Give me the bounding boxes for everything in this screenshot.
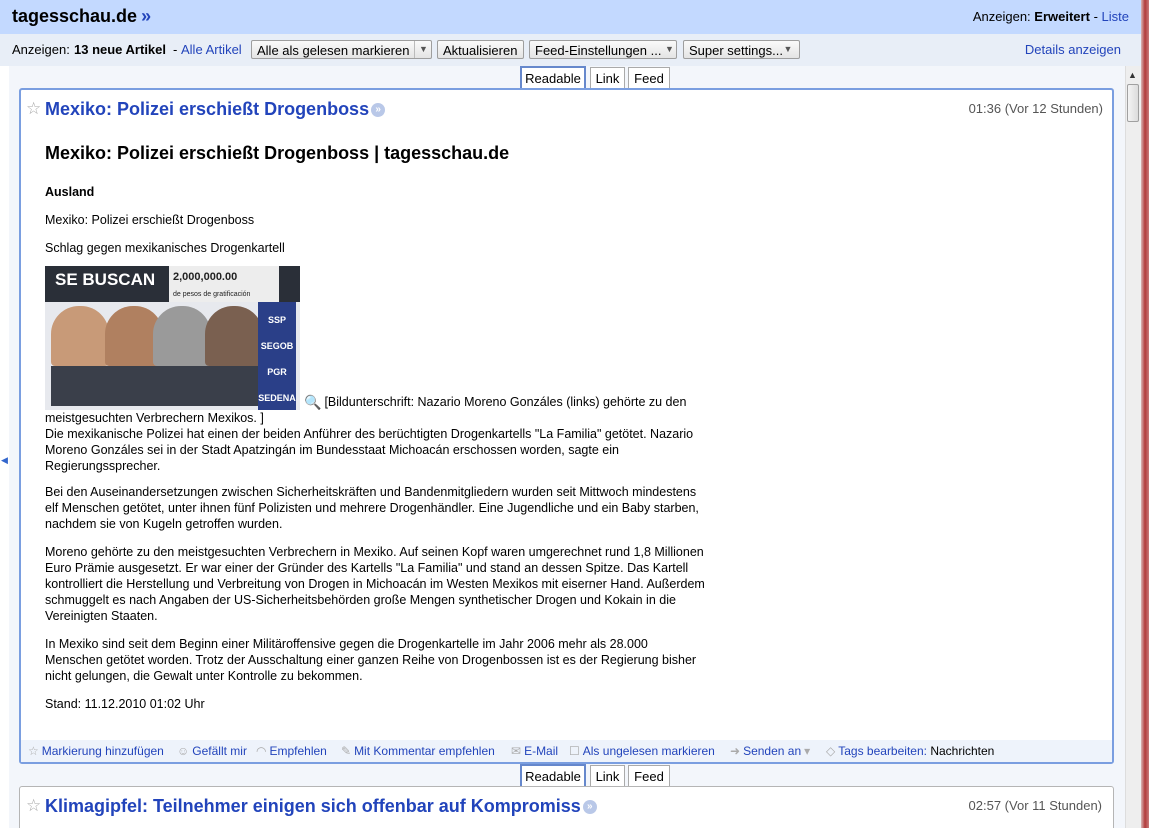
view-list-link[interactable]: Liste bbox=[1101, 9, 1129, 24]
view-expanded: Erweitert bbox=[1034, 9, 1090, 24]
view-mode-label: Anzeigen: bbox=[972, 9, 1031, 24]
super-settings-label: Super settings... bbox=[689, 43, 783, 58]
poster-agency: PGR bbox=[267, 367, 287, 377]
poster-amount-sub: de pesos de gratificación bbox=[173, 291, 251, 298]
poster-title: SE BUSCAN bbox=[55, 270, 156, 289]
super-settings-button[interactable] bbox=[683, 40, 800, 59]
poster-agencies bbox=[258, 302, 296, 410]
entry-timestamp: 02:57 (Vor 11 Stunden) bbox=[968, 798, 1102, 813]
keep-unread-action[interactable] bbox=[569, 744, 715, 758]
scrollbar[interactable] bbox=[1125, 66, 1141, 828]
poster-face bbox=[51, 306, 109, 366]
refresh-button[interactable] bbox=[437, 40, 524, 59]
entry-title[interactable] bbox=[45, 796, 597, 817]
magnifier-icon[interactable]: 🔍 bbox=[304, 394, 322, 410]
article-paragraph: Die mexikanische Polizei hat einen der beiden Anführer des berüchtigten Drogenkartells "La Familia" getötet. Nazario Moreno Gonzáles sei in der Stadt Apatzingán im Bundesstaat Michoacán erschossen worden, sagte ein Regierungssprecher. bbox=[45, 427, 694, 473]
tab-feed[interactable]: Feed bbox=[628, 67, 670, 88]
article-date: Stand: 11.12.2010 01:02 Uhr bbox=[45, 697, 205, 711]
scroll-thumb[interactable] bbox=[1127, 84, 1139, 122]
article-paragraph: In Mexiko sind seit dem Beginn einer Militäroffensive gegen die Drogenkartelle im Jahr 2006 mehr als 28.000 Menschen getötet worden. Trotz der Ausschaltung einer ganzen Reihe von Drogenbossen ist es der Regierung bisher nicht gelungen, die Gewalt unter Kontrolle zu bekommen. bbox=[45, 637, 697, 683]
poster-caption bbox=[205, 366, 263, 406]
email-action[interactable] bbox=[511, 744, 558, 758]
article-paragraph: Bei den Auseinandersetzungen zwischen Sicherheitskräften und Bandenmitgliedern wurden seit Mittwoch mindestens elf Menschen getötet, unter ihnen fünf Polizisten und mehrere Drogenhändler. Eine Jugendliche und ein Baby starben, nachdem sie von Kugeln getroffen wurden. bbox=[45, 485, 699, 531]
show-details-link[interactable]: Details anzeigen bbox=[1024, 42, 1121, 57]
entry-actions bbox=[21, 740, 1112, 762]
tab-readable[interactable]: Readable bbox=[520, 764, 586, 787]
go-arrow-icon[interactable]: » bbox=[371, 103, 385, 117]
all-items-link[interactable]: Alle Artikel bbox=[181, 42, 242, 57]
article-section: Ausland bbox=[45, 185, 95, 199]
collapse-nav-arrow-icon[interactable]: ◀ bbox=[1, 455, 8, 465]
article-body bbox=[45, 142, 705, 724]
email-icon: ✉ bbox=[511, 744, 522, 758]
note-icon: ✎ bbox=[341, 744, 352, 758]
refresh-label: Aktualisieren bbox=[443, 43, 518, 58]
add-star-label[interactable]: Markierung hinzufügen bbox=[41, 744, 164, 758]
feed-title-chevron-icon[interactable]: » bbox=[141, 6, 152, 26]
share-icon: ◠ bbox=[256, 744, 267, 758]
entry-timestamp: 01:36 (Vor 12 Stunden) bbox=[968, 101, 1103, 116]
new-items-count[interactable]: 13 neue Artikel bbox=[74, 42, 167, 57]
tag-icon: ◇ bbox=[826, 744, 836, 758]
tab-readable[interactable]: Readable bbox=[520, 66, 586, 89]
send-to-action[interactable] bbox=[730, 744, 813, 758]
poster-agency: SSP bbox=[267, 315, 286, 325]
tab-feed[interactable]: Feed bbox=[628, 765, 670, 786]
poster-caption bbox=[51, 366, 109, 406]
show-label: Anzeigen: bbox=[12, 42, 70, 57]
entries-container bbox=[9, 66, 1125, 828]
chevron-down-icon[interactable]: ▼ bbox=[414, 41, 431, 58]
chevron-down-icon[interactable]: ▾ bbox=[804, 744, 811, 758]
entry-collapsed[interactable] bbox=[19, 786, 1114, 828]
toolbar-separator: - bbox=[173, 42, 178, 57]
mark-all-read-label: Alle als gelesen markieren bbox=[257, 43, 410, 58]
entry-title[interactable] bbox=[45, 99, 385, 120]
go-arrow-icon[interactable]: » bbox=[583, 800, 597, 814]
poster-agency: SEDENA bbox=[258, 393, 296, 403]
email-label[interactable]: E-Mail bbox=[524, 744, 559, 758]
feed-settings-button[interactable] bbox=[529, 40, 677, 59]
star-icon: ☆ bbox=[28, 744, 39, 758]
poster-amount-value: 2,000,000.00 bbox=[173, 271, 238, 283]
entry-expanded bbox=[19, 88, 1114, 764]
article-teaser: Schlag gegen mexikanisches Drogenkartell bbox=[45, 241, 285, 255]
poster-face bbox=[205, 306, 263, 366]
keep-unread-label[interactable]: Als ungelesen markieren bbox=[582, 744, 715, 758]
like-action[interactable] bbox=[177, 744, 247, 758]
toolbar bbox=[0, 34, 1141, 66]
view-mode-switch bbox=[973, 9, 1129, 24]
entry-title-text[interactable]: Klimagipfel: Teilnehmer einigen sich offenbar auf Kompromiss bbox=[45, 796, 581, 816]
scroll-up-icon[interactable]: ▲ bbox=[1128, 70, 1137, 80]
poster-agency: SEGOB bbox=[260, 341, 294, 351]
entry2-view-tabs bbox=[520, 765, 670, 786]
feed-header bbox=[0, 0, 1141, 34]
share-with-note-action[interactable] bbox=[341, 744, 495, 758]
image-caption: [Bildunterschrift: Nazario Moreno Gonzáles (links) gehörte zu den meistgesuchten Verbrechern Mexikos. ] bbox=[45, 395, 687, 425]
edit-tags-action[interactable] bbox=[826, 744, 994, 758]
feed-title[interactable] bbox=[12, 6, 151, 27]
send-to-label[interactable]: Senden an bbox=[743, 744, 802, 758]
mark-all-read-button[interactable] bbox=[251, 40, 432, 59]
article-paragraph: Moreno gehörte zu den meistgesuchten Verbrechern in Mexiko. Auf seinen Kopf waren umgerechnet rund 1,8 Millionen Euro Prämie ausgesetzt. Er war einer der Gründer des Kartells "La Familia" und stand an dessen Spitze. Das Kartell kontrolliert die Herstellung und Verbreitung von Drogen in Michoacán im Westen Mexikos mit eiserner Hand. Außerdem schmuggelt es nach Angaben der US-Sicherheitsbehörden große Mengen synthetischer Drogen und Kokain in die Vereinigten Staaten. bbox=[45, 545, 705, 623]
like-icon: ☺ bbox=[177, 744, 190, 758]
article-figure bbox=[45, 266, 705, 474]
star-icon[interactable]: ☆ bbox=[26, 99, 42, 118]
poster-caption bbox=[153, 366, 211, 406]
chevron-down-icon[interactable]: ▼ bbox=[665, 44, 674, 54]
feed-settings-label: Feed-Einstellungen ... bbox=[535, 43, 662, 58]
poster-face bbox=[153, 306, 211, 366]
star-icon[interactable]: ☆ bbox=[26, 796, 42, 815]
tab-link[interactable]: Link bbox=[590, 765, 625, 786]
share-action[interactable] bbox=[256, 744, 327, 758]
entry-title-text[interactable]: Mexiko: Polizei erschießt Drogenboss bbox=[45, 99, 370, 119]
edit-tags-label[interactable]: Tags bearbeiten: bbox=[838, 744, 927, 758]
view-separator: - bbox=[1093, 9, 1098, 24]
chevron-down-icon[interactable]: ▼ bbox=[783, 44, 793, 54]
poster-amount bbox=[169, 266, 279, 302]
article-subtitle: Mexiko: Polizei erschießt Drogenboss bbox=[45, 213, 255, 227]
send-arrow-icon: ➜ bbox=[730, 744, 741, 758]
wanted-poster-image[interactable] bbox=[45, 266, 300, 410]
article-heading: Mexiko: Polizei erschießt Drogenboss | tagesschau.de bbox=[45, 143, 510, 163]
like-label[interactable]: Gefällt mir bbox=[192, 744, 247, 758]
tag-value: Nachrichten bbox=[930, 744, 995, 758]
share-label[interactable]: Empfehlen bbox=[269, 744, 327, 758]
tab-link[interactable]: Link bbox=[590, 67, 625, 88]
feed-title-text[interactable]: tagesschau.de bbox=[12, 6, 138, 26]
checkbox-icon[interactable]: ☐ bbox=[569, 744, 580, 758]
window-edge bbox=[1141, 0, 1149, 828]
share-with-note-label[interactable]: Mit Kommentar empfehlen bbox=[354, 744, 495, 758]
add-star-action[interactable] bbox=[28, 744, 164, 758]
entry1-view-tabs bbox=[520, 67, 670, 88]
